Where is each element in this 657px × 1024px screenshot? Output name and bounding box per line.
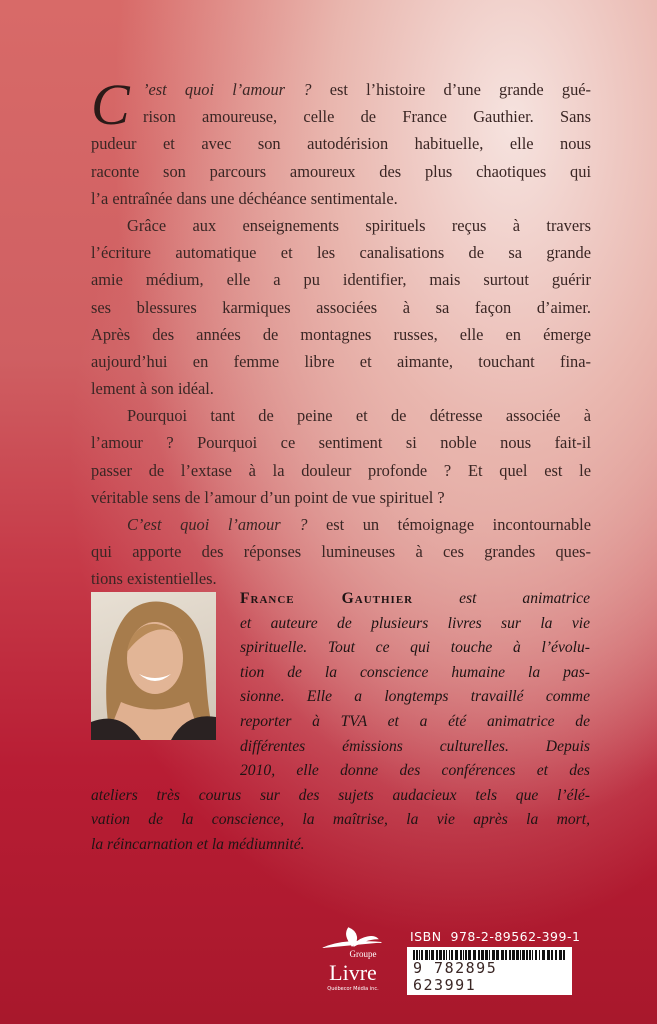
blurb-text-span: l’a entraînée dans une déchéance sentimentale. [91,188,398,208]
blurb-line [91,321,591,348]
blurb-line [91,130,591,157]
blurb-line [91,484,591,511]
blurb-line [91,457,591,484]
bio-text: et auteure de plusieurs livres sur la vie [240,614,590,632]
publisher-logo [318,926,388,993]
blurb-text-span: Après des années de montagnes russes, elle en émerge [91,324,591,344]
author-photo [91,592,216,740]
barcode [407,947,572,995]
blurb-line [91,158,591,185]
bio-line [240,685,590,710]
blurb-text-span: amie médium, elle a pu identifier, mais surtout guérir [91,270,591,290]
blurb-line [91,103,591,130]
bio-line [91,784,590,809]
blurb-text-span: aujourd’hui en femme libre et aimante, touchant fina- [91,351,591,371]
blurb-line [91,239,591,266]
bio-text: ateliers très courus sur des sujets audacieux tels que l’élé- [91,786,590,804]
blurb-text-span: l’amour ? Pourquoi ce sentiment si noble nous fait-il [91,433,591,453]
bio-text: spirituelle. Tout ce qui touche à l’évolu- [240,639,590,657]
bio-line [240,612,590,637]
book-title-italic: ’est quoi l’amour ? [143,80,312,99]
book-title-italic: C’est quoi l’amour ? [127,515,308,534]
blurb-text-span: est l’histoire d’une grande gué- [311,80,591,99]
blurb-text-span: ses blessures karmiques associées à sa façon d’aimer. [91,297,591,317]
bio-line [240,710,590,735]
blurb-text-span: Grâce aux enseignements spirituels reçus à travers [127,215,591,235]
blurb-text-span: l’écriture automatique et les canalisations de sa grande [91,243,591,263]
blurb-text-span: qui apporte des réponses lumineuses à ces grandes ques- [91,542,591,562]
bio-text: sionne. Elle a longtemps travaillé comme [240,688,590,706]
leaf-icon [318,926,388,948]
isbn-label: ISBN 978-2-89562-399-1 [410,929,581,944]
bio-line [240,636,590,661]
blurb-text-span: lement à son idéal. [91,379,214,399]
blurb-line [91,402,591,429]
bio-line [91,833,590,858]
blurb-text-span: pudeur et avec son autodérision habituelle, elle nous [91,134,591,154]
blurb-text-span: rison amoureuse, celle de France Gauthier. Sans [143,107,591,127]
barcode-digits: 9 782895 623991 [411,960,572,994]
bio-text: 2010, elle donne des conférences et des [240,762,590,780]
author-bio [91,587,590,858]
blurb-text-span: Pourquoi tant de peine et de détresse associée à [127,406,591,426]
bio-line [240,661,590,686]
bio-line [240,735,590,760]
bio-text: vation de la conscience, la maîtrise, la vie après la mort, [91,811,590,829]
blurb-line [91,429,591,456]
bio-text: est animatrice [413,590,590,607]
bio-text: tion de la conscience humaine la pas- [240,663,590,681]
bio-line [240,587,590,612]
bio-line [91,808,590,833]
blurb-line [91,375,591,402]
publisher-line2: Livre [329,960,377,985]
blurb-text-span: raconte son parcours amoureux des plus chaotiques qui [91,161,591,181]
blurb-text-span: véritable sens de l’amour d’un point de vue spirituel ? [91,487,445,507]
bio-text: différentes émissions culturelles. Depuis [240,737,590,755]
bio-text: reporter à TVA et a été animatrice de [240,712,590,730]
blurb-line [91,294,591,321]
blurb-line [91,538,591,565]
blurb-line [91,185,591,212]
blurb-line [91,511,591,538]
blurb-text-span: est un témoignage incontournable [307,515,591,534]
blurb-line [91,266,591,293]
blurb-line [91,76,591,103]
publisher-line1: Groupe [349,949,377,959]
blurb-text-span: tions existentielles. [91,569,217,589]
blurb-line [91,212,591,239]
publisher-line3: Québecor Média inc. [327,986,379,992]
blurb-text [91,72,591,593]
drop-cap: C [91,72,130,137]
bio-line [240,759,590,784]
blurb-text-span: passer de l’extase à la douleur profonde ? Et quel est le [91,460,591,480]
blurb-line [91,348,591,375]
author-name: France Gauthier [240,590,414,607]
bio-text: la réincarnation et la médiumnité. [91,835,305,853]
